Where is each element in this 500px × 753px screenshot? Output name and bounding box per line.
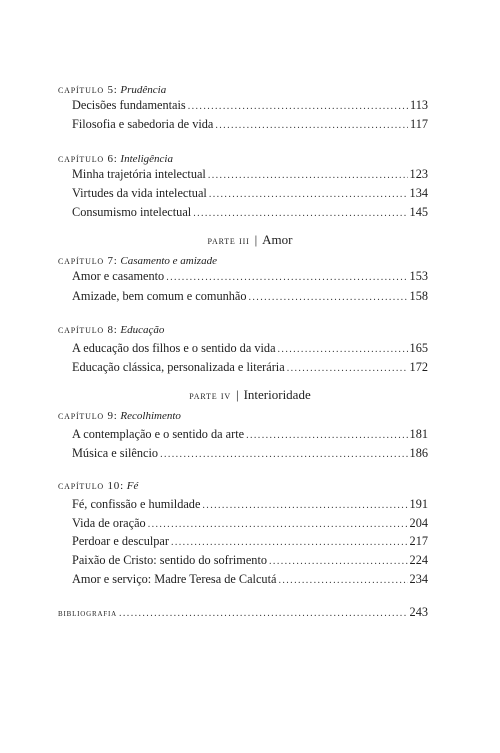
dot-leader [148,517,408,533]
chapter-title: Educação [120,324,165,336]
chapter-label: capítulo 7: [58,255,118,267]
toc-entry[interactable] [72,116,428,134]
entry-page: 165 [409,341,428,355]
chapter-label: capítulo 5: [58,84,118,96]
part-title: Amor [262,232,293,247]
entry-title: Música e silêncio [72,446,159,460]
entry-page: 172 [409,360,428,374]
entry-title: Consumismo intelectual [72,205,192,219]
entry-title: Vida de oração [72,516,146,530]
entry-page: 234 [409,572,428,586]
toc-entry[interactable] [72,288,428,306]
bibliography-entry[interactable] [58,604,428,622]
entry-title: Educação clássica, personalizada e literária [72,360,285,374]
entry-page: 186 [409,446,428,460]
dot-leader [193,206,407,222]
entry-page: 224 [409,553,428,567]
toc-entry[interactable] [72,340,428,358]
chapter-title: Recolhimento [120,410,181,422]
chapter-title: Fé [126,480,139,492]
chapter-5-heading [58,83,166,97]
dot-leader [209,187,408,203]
entry-title: A contemplação e o sentido da arte [72,427,245,441]
dot-leader [278,573,407,589]
chapter-7-heading [58,254,217,268]
dot-leader [119,606,408,622]
part-separator: | [254,232,258,247]
toc-entry[interactable] [72,515,428,533]
part-4-heading [0,387,500,404]
entry-title: Decisões fundamentais [72,98,186,112]
dot-leader [171,535,408,551]
toc-entry[interactable] [72,185,428,203]
toc-entry[interactable] [72,204,428,222]
chapter-label: capítulo 9: [58,410,118,422]
chapter-9-heading [58,409,181,423]
toc-entry[interactable] [72,97,428,115]
dot-leader [202,498,407,514]
bibliography-label: bibliografia [58,608,117,619]
toc-entry[interactable] [72,359,428,377]
toc-entry[interactable] [72,268,428,286]
toc-entry[interactable] [72,496,428,514]
entry-page: 217 [409,534,428,548]
entry-title: A educação dos filhos e o sentido da vida [72,341,276,355]
entry-title: Amor e serviço: Madre Teresa de Calcutá [72,572,277,586]
entry-page: 123 [409,167,428,181]
entry-title: Virtudes da vida intelectual [72,186,207,200]
part-separator: | [235,387,239,402]
chapter-label: capítulo 6: [58,153,118,165]
entry-page: 158 [409,289,428,303]
entry-page: 191 [409,497,428,511]
entry-page: 153 [409,269,428,283]
entry-page: 204 [409,516,428,530]
part-title: Interioridade [243,387,311,402]
chapter-8-heading [58,323,164,337]
toc-entry[interactable] [72,533,428,551]
entry-title: Filosofia e sabedoria de vida [72,117,214,131]
toc-entry[interactable] [72,571,428,589]
entry-page: 117 [410,117,428,131]
entry-title: Amor e casamento [72,269,165,283]
chapter-title: Casamento e amizade [120,255,217,267]
toc-entry[interactable] [72,552,428,570]
entry-title: Minha trajetória intelectual [72,167,206,181]
dot-leader [278,342,408,358]
entry-title: Perdoar e desculpar [72,534,169,548]
entry-page: 134 [409,186,428,200]
dot-leader [208,168,408,184]
chapter-label: capítulo 10: [58,480,124,492]
toc-entry[interactable] [72,445,428,463]
toc-entry[interactable] [72,166,428,184]
part-3-heading [0,232,500,249]
dot-leader [166,270,407,286]
entry-page: 181 [409,427,428,441]
chapter-6-heading [58,152,173,166]
bibliography-page: 243 [409,605,428,619]
toc-entry[interactable] [72,426,428,444]
chapter-10-heading [58,479,138,493]
entry-title: Paixão de Cristo: sentido do sofrimento [72,553,268,567]
entry-title: Fé, confissão e humildade [72,497,201,511]
entry-page: 113 [410,98,428,112]
dot-leader [269,554,408,570]
chapter-title: Prudência [120,84,167,96]
chapter-label: capítulo 8: [58,324,118,336]
chapter-title: Inteligência [120,153,173,165]
part-label: parte iii [207,235,250,247]
dot-leader [249,290,408,306]
dot-leader [160,447,407,463]
part-label: parte iv [189,390,231,402]
dot-leader [287,361,408,377]
entry-page: 145 [409,205,428,219]
dot-leader [246,428,407,444]
dot-leader [188,99,408,115]
entry-title: Amizade, bem comum e comunhão [72,289,247,303]
dot-leader [215,118,408,134]
